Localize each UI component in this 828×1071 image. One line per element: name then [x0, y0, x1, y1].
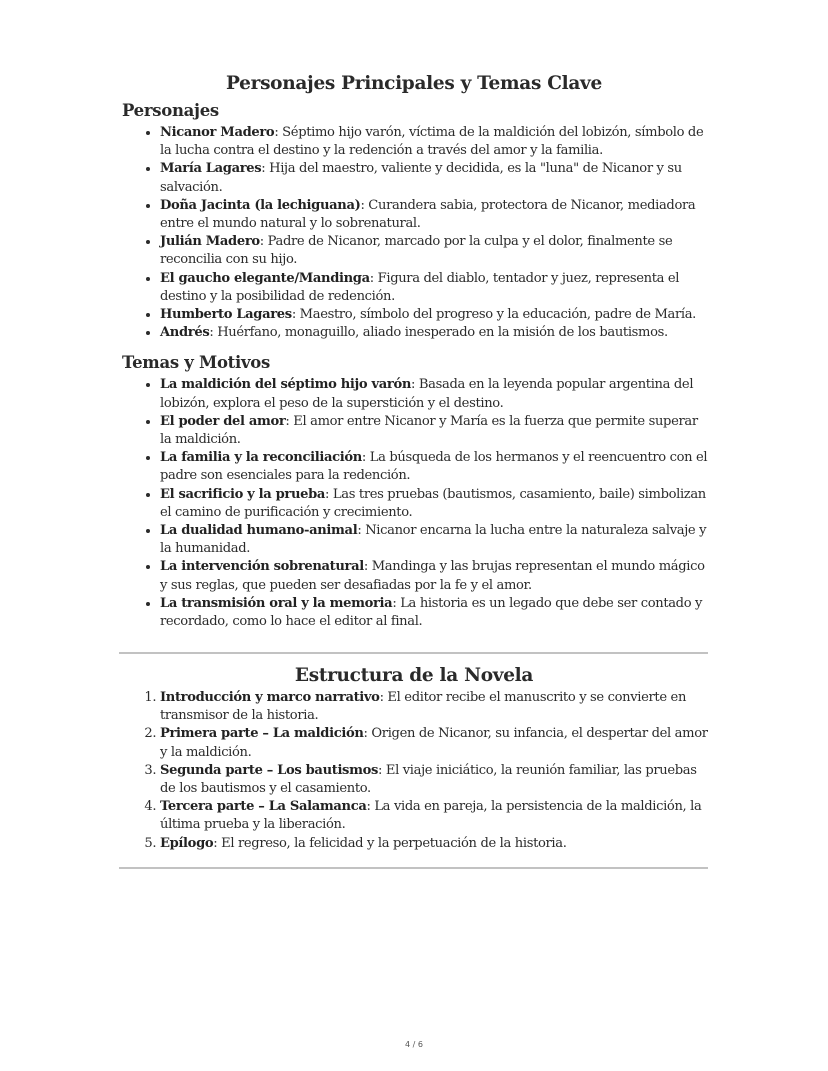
item-text: : La historia es un legado que debe ser contado y recordado, como lo hace el editor al final. [160, 595, 703, 630]
section-heading-personajes: Personajes [122, 101, 219, 120]
temas-list [120, 376, 708, 631]
item-term: Andrés [160, 325, 210, 341]
item-text: : Figura del diablo, tentador y juez, representa el destino y la posibilidad de redención. [160, 270, 680, 304]
item-text: : Las tres pruebas (bautismos, casamiento, baile) simbolizan el camino de purificación y crecimiento. [160, 486, 706, 520]
item-text: : El viaje iniciático, la reunión familiar, las pruebas de los bautismos y el casamiento. [160, 762, 697, 797]
list-item [160, 124, 708, 160]
item-term: Introducción y marco narrativo [160, 690, 380, 705]
item-text: : Padre de Nicanor, marcado por la culpa y el dolor, finalmente se reconcilia con su hijo. [160, 234, 673, 268]
list-item [160, 449, 708, 485]
item-term: La intervención sobrenatural [160, 559, 364, 575]
item-term: El gaucho elegante/Mandinga [160, 270, 370, 286]
list-item [160, 689, 708, 725]
section-title-estructura: Estructura de la Novela [294, 665, 534, 686]
list-item [160, 306, 708, 324]
item-term: Tercera parte – La Salamanca [160, 799, 367, 815]
item-text: : Huérfano, monaguillo, aliado inesperado en la misión de los bautismos. [209, 325, 668, 341]
horizontal-divider [119, 867, 708, 869]
list-item [160, 413, 708, 449]
list-item [160, 558, 708, 594]
list-item [160, 197, 708, 233]
item-text: : Hija del maestro, valiente y decidida, es la "luna" de Nicanor y su salvación. [160, 161, 682, 195]
list-item [160, 522, 708, 558]
horizontal-divider [119, 652, 708, 654]
item-text: : La vida en pareja, la persistencia de la maldición, la última prueba y la liberación. [160, 799, 702, 833]
list-item [160, 798, 708, 834]
item-term: Humberto Lagares [160, 307, 292, 323]
list-item [160, 233, 708, 269]
item-term: El poder del amor [160, 413, 286, 429]
item-term: Segunda parte – Los bautismos [160, 762, 378, 778]
item-term: La dualidad humano-animal [160, 523, 358, 539]
estructura-section [120, 664, 708, 853]
item-term: La familia y la reconciliación [160, 450, 362, 466]
item-text: : Maestro, símbolo del progreso y la educación, padre de María. [291, 307, 696, 323]
item-term: Nicanor Madero [160, 125, 275, 140]
page-indicator: 4 / 6 [405, 1040, 423, 1049]
item-text: : El editor recibe el manuscrito y se convierte en transmisor de la historia. [160, 690, 687, 724]
item-term: La maldición del séptimo hijo varón [160, 377, 412, 393]
item-text: : Curandera sabia, protectora de Nicanor, mediadora entre el mundo natural y lo sobrenatural. [160, 197, 696, 232]
item-term: María Lagares [160, 161, 262, 177]
item-term: Julián Madero [160, 234, 260, 250]
item-term: Epílogo [160, 835, 214, 851]
item-term: El sacrificio y la prueba [160, 486, 326, 502]
personajes-list [120, 124, 708, 342]
list-item [160, 835, 708, 853]
list-item [160, 324, 708, 342]
item-text: : Séptimo hijo varón, víctima de la maldición del lobizón, símbolo de la lucha contra el destino y la redención a través del amor y la familia. [160, 125, 704, 159]
item-term: Doña Jacinta (la lechiguana) [160, 197, 361, 213]
list-item [160, 595, 708, 631]
item-text: : El amor entre Nicanor y María es la fuerza que permite superar la maldición. [160, 413, 698, 448]
item-text: : Mandinga y las brujas representan el mundo mágico y sus reglas, que pueden ser desafiadas por la fe y el amor. [160, 559, 705, 593]
item-text: : Nicanor encarna la lucha entre la naturaleza salvaje y la humanidad. [160, 523, 707, 557]
item-term: Primera parte – La maldición [160, 726, 364, 742]
item-text: : El regreso, la felicidad y la perpetuación de la historia. [213, 835, 567, 851]
page-title: Personajes Principales y Temas Clave [226, 73, 602, 94]
section-heading-temas: Temas y Motivos [122, 353, 270, 373]
estructura-list [120, 689, 708, 853]
item-text: : La búsqueda de los hermanos y el reencuentro con el padre son esenciales para la redención. [160, 450, 708, 484]
list-item [160, 762, 708, 798]
list-item [160, 486, 708, 522]
item-text: : Basada en la leyenda popular argentina del lobizón, explora el peso de la superstición y el destino. [160, 377, 694, 411]
document-page [120, 72, 708, 631]
list-item [160, 270, 708, 306]
list-item [160, 160, 708, 196]
list-item [160, 725, 708, 761]
item-term: La transmisión oral y la memoria [160, 595, 393, 611]
item-text: : Origen de Nicanor, su infancia, el despertar del amor y la maldición. [160, 726, 708, 760]
list-item [160, 376, 708, 412]
